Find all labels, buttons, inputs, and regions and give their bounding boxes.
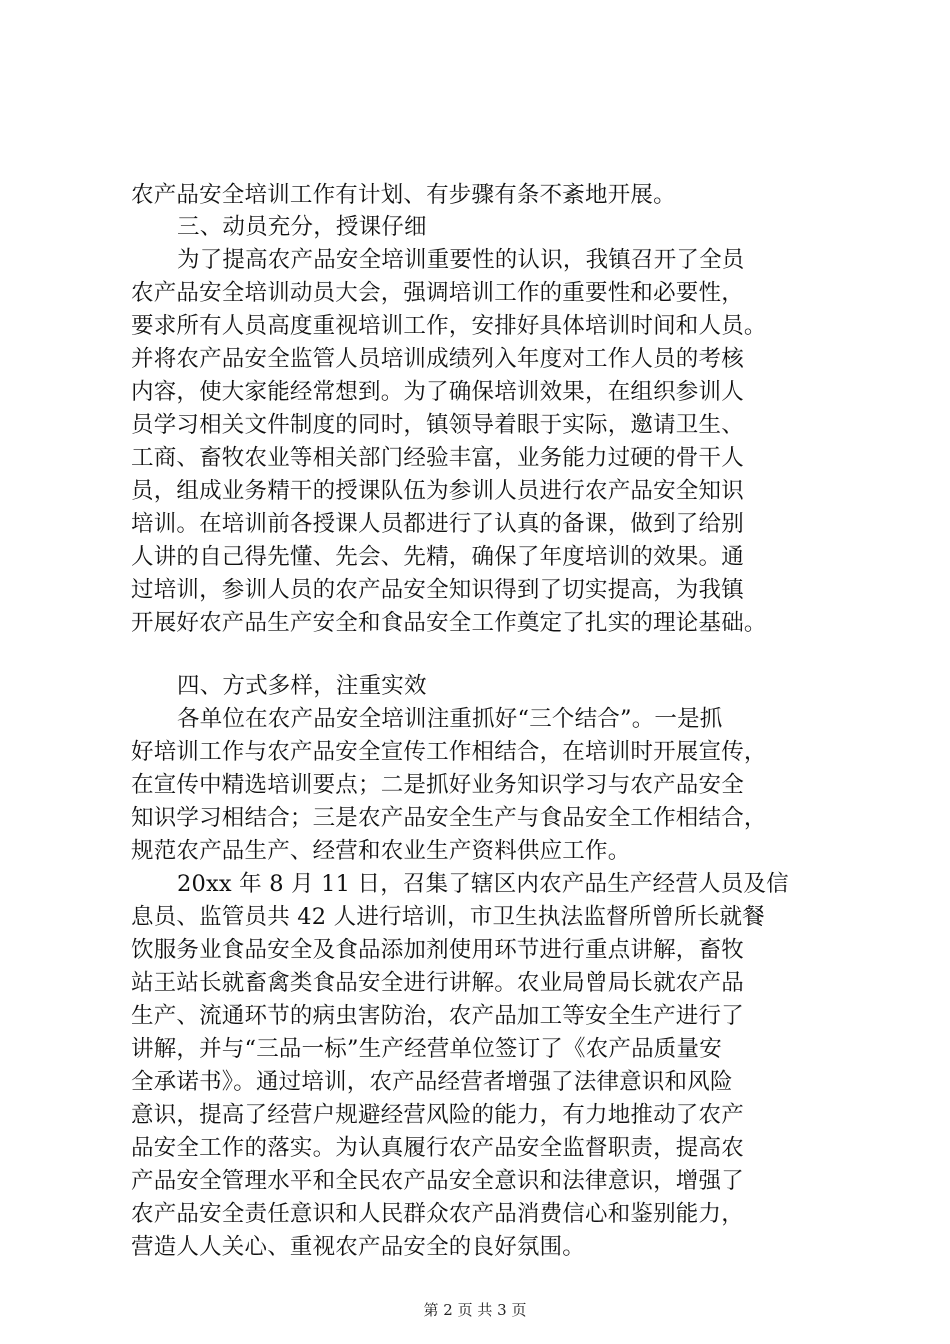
text-line: 工商、畜牧农业等相关部门经验丰富，业务能力过硬的骨干人 xyxy=(131,445,744,471)
text-line: 品安全工作的落实。为认真履行农产品安全监督职责，提高农 xyxy=(131,1135,744,1161)
text-line: 全承诺书》。通过培训，农产品经营者增强了法律意识和风险 xyxy=(131,1069,733,1095)
text-line: 内容，使大家能经常想到。为了确保培训效果，在组织参训人 xyxy=(131,379,744,405)
text-line: 意识，提高了经营户规避经营风险的能力，有力地推动了农产 xyxy=(131,1102,744,1128)
text-line: 员学习相关文件制度的同时，镇领导着眼于实际，邀请卫生、 xyxy=(131,412,744,438)
text-line: 农产品安全责任意识和人民群众农产品消费信心和鉴别能力， xyxy=(131,1201,744,1227)
text-line: 20xx 年 8 月 11 日，召集了辖区内农产品生产经营人员及信 xyxy=(177,871,789,897)
text-line: 讲解，并与“三品一标”生产经营单位签订了《农产品质量安 xyxy=(131,1036,722,1062)
text-line: 站王站长就畜禽类食品安全进行讲解。农业局曾局长就农产品 xyxy=(131,970,744,996)
text-line: 营造人人关心、重视农产品安全的良好氛围。 xyxy=(131,1234,586,1260)
text-line: 好培训工作与农产品安全宣传工作相结合，在培训时开展宣传， xyxy=(131,739,767,765)
page-number-footer: 第 2 页 共 3 页 xyxy=(423,1301,527,1319)
text-line: 产品安全管理水平和全民农产品安全意识和法律意识，增强了 xyxy=(131,1168,744,1194)
text-line: 培训。在培训前各授课人员都进行了认真的备课，做到了给别 xyxy=(131,511,744,537)
text-line: 各单位在农产品安全培训注重抓好“三个结合”。一是抓 xyxy=(177,706,723,732)
section-heading-4: 四、方式多样，注重实效 xyxy=(177,673,427,699)
text-line: 农产品安全培训动员大会，强调培训工作的重要性和必要性， xyxy=(131,280,744,306)
text-line: 过培训，参训人员的农产品安全知识得到了切实提高，为我镇 xyxy=(131,577,744,603)
text-line: 息员、监管员共 42 人进行培训，市卫生执法监督所曾所长就餐 xyxy=(131,904,765,930)
text-line: 员，组成业务精干的授课队伍为参训人员进行农产品安全知识 xyxy=(131,478,744,504)
text-line: 生产、流通环节的病虫害防治，农产品加工等安全生产进行了 xyxy=(131,1003,744,1029)
text-line: 在宣传中精选培训要点；二是抓好业务知识学习与农产品安全 xyxy=(131,772,744,798)
text-line: 农产品安全培训工作有计划、有步骤有条不紊地开展。 xyxy=(131,182,676,208)
text-line: 规范农产品生产、经营和农业生产资料供应工作。 xyxy=(131,838,631,864)
text-line: 知识学习相结合；三是农产品安全生产与食品安全工作相结合， xyxy=(131,805,767,831)
section-heading-3: 三、动员充分，授课仔细 xyxy=(177,214,427,240)
text-line: 要求所有人员高度重视培训工作，安排好具体培训时间和人员。 xyxy=(131,313,767,339)
text-line: 饮服务业食品安全及食品添加剂使用环节进行重点讲解，畜牧 xyxy=(131,937,744,963)
text-line: 并将农产品安全监管人员培训成绩列入年度对工作人员的考核 xyxy=(131,346,744,372)
text-line: 开展好农产品生产安全和食品安全工作奠定了扎实的理论基础。 xyxy=(131,610,767,636)
text-line: 为了提高农产品安全培训重要性的认识，我镇召开了全员 xyxy=(177,247,745,273)
text-line: 人讲的自己得先懂、先会、先精，确保了年度培训的效果。通 xyxy=(131,544,744,570)
